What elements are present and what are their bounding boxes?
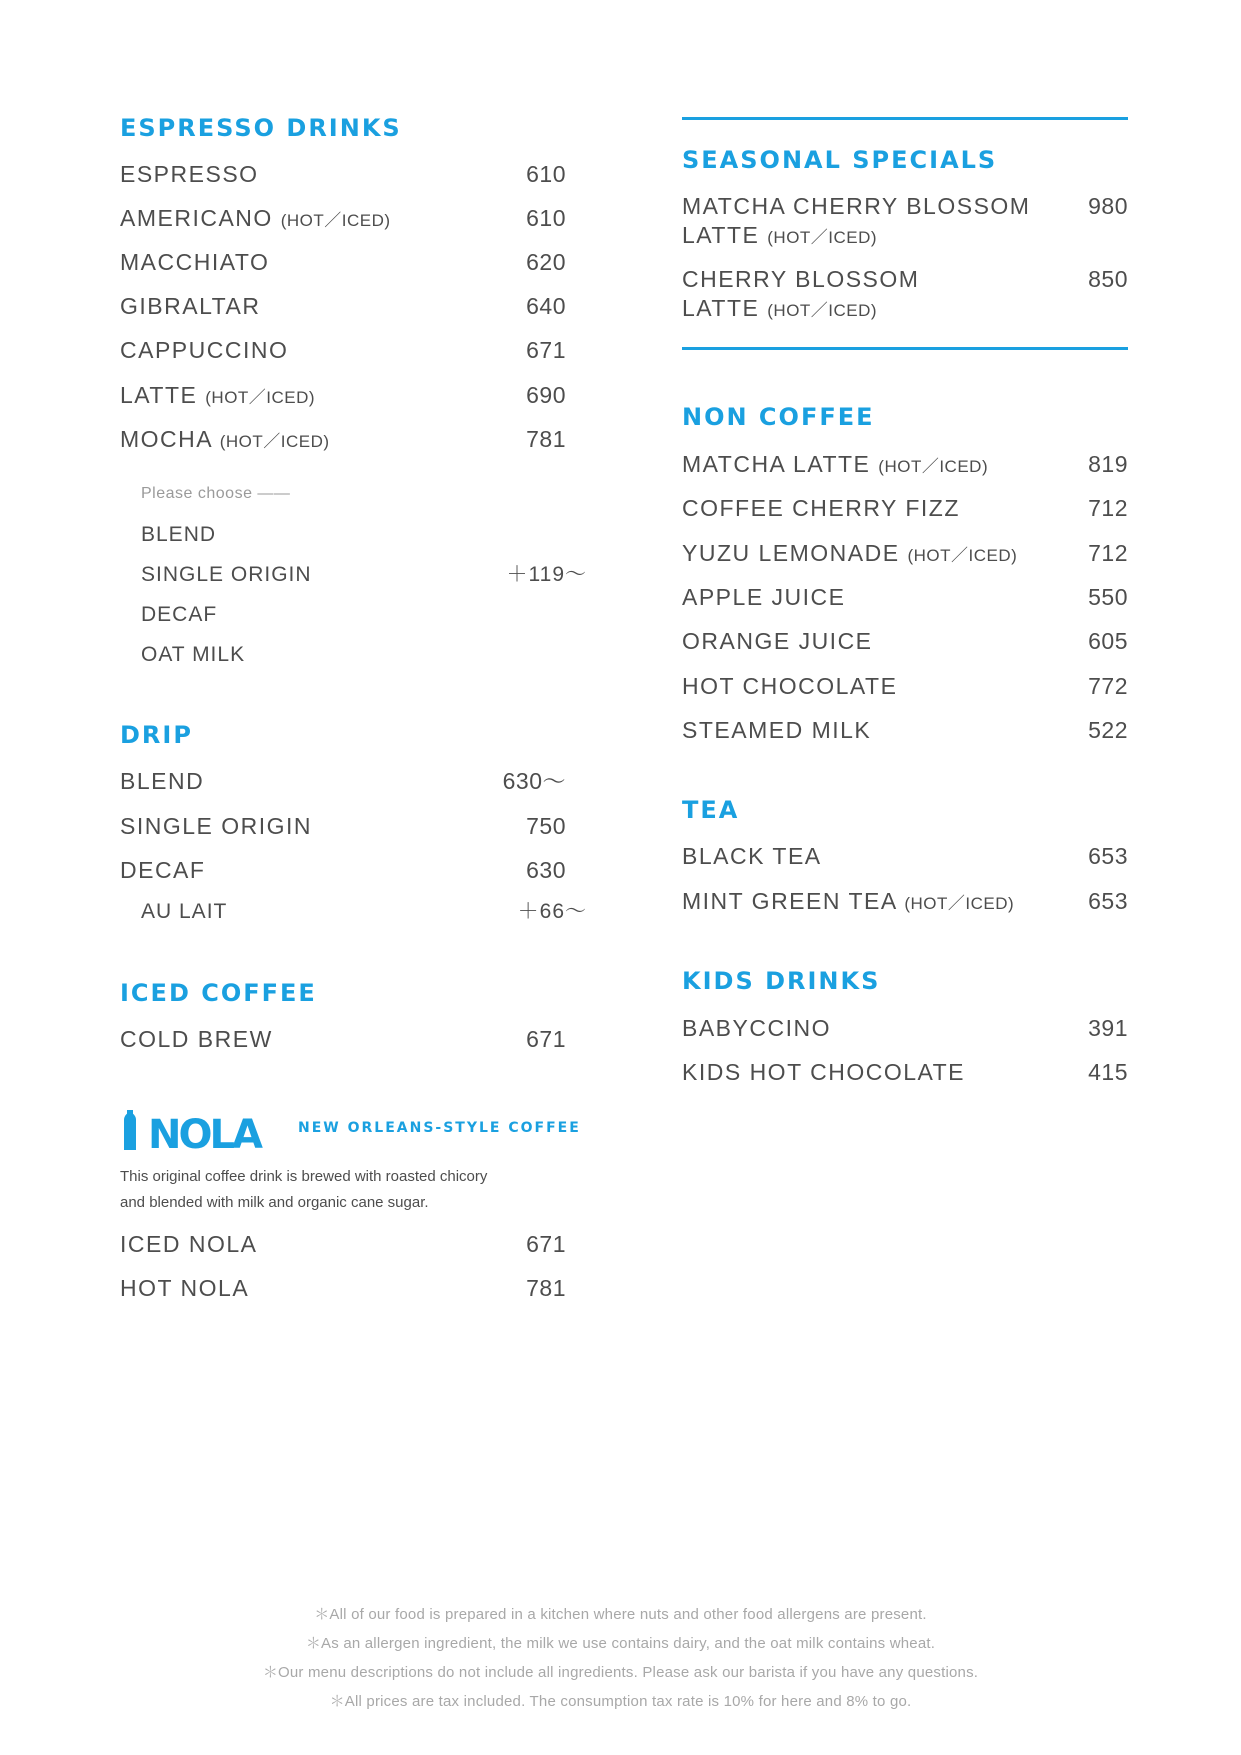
nola-tagline: NEW ORLEANS-STYLE COFFEE: [298, 1120, 581, 1136]
section-title-drip: DRIP: [120, 721, 193, 749]
nola-description-line: and blended with milk and organic cane sugar.: [120, 1194, 429, 1211]
section-title-kids: KIDS DRINKS: [682, 967, 881, 995]
section-title-iced-coffee: ICED COFFEE: [120, 979, 317, 1007]
nola-description-line: This original coffee drink is brewed with roasted chicory: [120, 1168, 488, 1185]
section-title-espresso: ESPRESSO DRINKS: [120, 114, 402, 142]
divider: [682, 347, 1128, 350]
divider: [682, 117, 1128, 120]
footer-note: ＊All prices are tax included. The consumption tax rate is 10% for here and 8% to go.: [329, 1693, 912, 1710]
section-title-seasonal: SEASONAL SPECIALS: [682, 146, 998, 174]
section-title-tea: TEA: [682, 796, 740, 824]
choose-label: Please choose ――: [141, 485, 291, 502]
footer-note: ＊Our menu descriptions do not include all ingredients. Please ask our barista if you have any questions.: [262, 1664, 979, 1681]
section-title-non-coffee: NON COFFEE: [682, 403, 875, 431]
footer-notes: [0, 1600, 1241, 1716]
footer-note: ＊All of our food is prepared in a kitchen where nuts and other food allergens are present.: [314, 1606, 927, 1623]
nola-logo-text: NOLA: [148, 1112, 260, 1152]
footer-note: ＊As an allergen ingredient, the milk we use contains dairy, and the oat milk contains wheat.: [305, 1635, 936, 1652]
nola-logo: [120, 1110, 272, 1152]
